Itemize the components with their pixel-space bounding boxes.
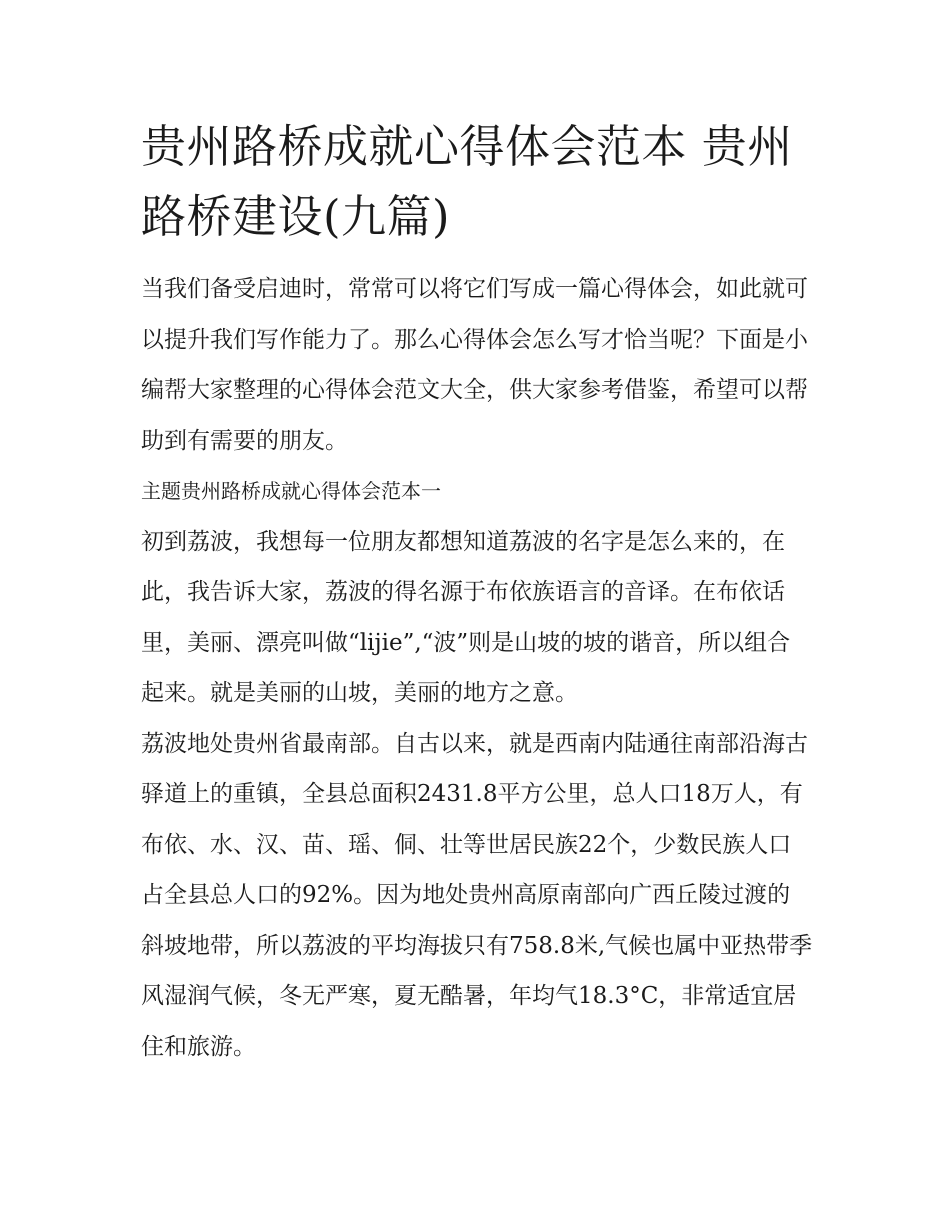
document-title: 贵州路桥成就心得体会范本 贵州路桥建设(九篇) (141, 120, 793, 243)
intro-paragraph: 当我们备受启迪时，常常可以将它们写成一篇心得体会，如此就可以提升我们写作能力了。那么心得体会怎么写才恰当呢？下面是小编帮大家整理的心得体会范文大全，供大家参考借鉴，希望可以帮助到有需要的朋友。 (141, 276, 808, 454)
section-heading: 主题贵州路桥成就心得体会范本一 (141, 479, 441, 503)
body-paragraph-1: 初到荔波，我想每一位朋友都想知道荔波的名字是怎么来的，在此，我告诉大家，荔波的得名源于布依族语言的音译。在布依话里，美丽、漂亮叫做“lijie”,“波”则是山坡的坡的谐音，所以组合起来。就是美丽的山坡，美丽的地方之意。 (141, 528, 791, 706)
body-paragraph-2: 荔波地处贵州省最南部。自古以来，就是西南内陆通往南部沿海古驿道上的重镇，全县总面积2431.8平方公里，总人口18万人，有布依、水、汉、苗、瑶、侗、壮等世居民族22个，少数民族人口占全县总人口的92%。因为地处贵州高原南部向广西丘陵过渡的斜坡地带，所以荔波的平均海拔只有758.8米,气候也属中亚热带季风湿润气候，冬无严寒，夏无酷暑，年均气18.3°C，非常适宜居住和旅游。 (141, 730, 813, 1060)
document-page (141, 112, 813, 1072)
